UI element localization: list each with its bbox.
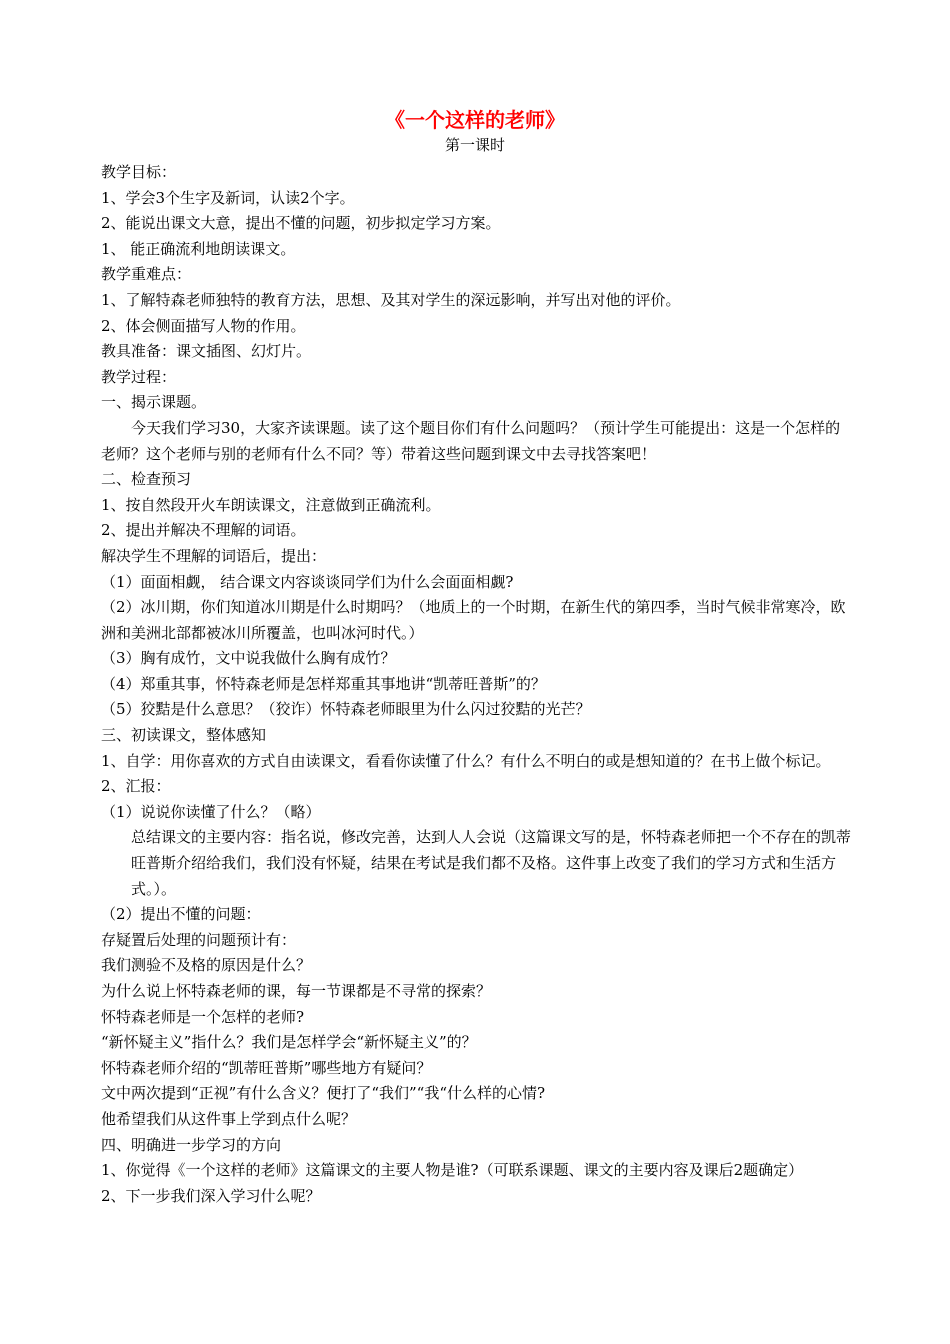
- vocab-item: （1）面面相觑， 结合课文内容谈谈同学们为什么会面面相觑?: [101, 572, 514, 591]
- vocab-item: （4）郑重其事，怀特森老师是怎样郑重其事地讲“凯蒂旺普斯”的？: [101, 674, 546, 693]
- vocab-item: （5）狡黠是什么意思？（狡诈）怀特森老师眼里为什么闪过狡黠的光芒？: [101, 700, 591, 719]
- question-item: 怀特森老师介绍的“凯蒂旺普斯”哪些地方有疑问？: [101, 1058, 432, 1077]
- paragraph: 今天我们学习30，大家齐读课题。读了这个题目你们有什么问题吗？（预计学生可能提出：这是一个怎样的老师？这个老师与别的老师有什么不同？等）带着这些问题到课文中去寻找答案吧！: [101, 418, 841, 463]
- question-item: 文中两次提到“正视”有什么含义？便打了“我们”“我“什么样的心情?: [101, 1084, 546, 1103]
- document-subtitle: 第一课时: [444, 136, 505, 154]
- document-body: [101, 160, 852, 1209]
- goal-item: 1、 能正确流利地朗读课文。: [101, 239, 296, 258]
- list-item: 1、你觉得《一个这样的老师》这篇课文的主要人物是谁?（可联系课题、课文的主要内容及课后2题确定）: [101, 1161, 804, 1180]
- list-item: 2、提出并解决不理解的词语。: [101, 521, 306, 540]
- goal-item: 2、能说出课文大意，提出不懂的问题，初步拟定学习方案。: [101, 214, 501, 233]
- paragraph: 总结课文的主要内容：指名说，修改完善，达到人人会说（这篇课文写的是，怀特森老师把一个不存在的凯蒂旺普斯介绍给我们，我们没有怀疑，结果在考试是我们都不及格。这件事上改变了我们的学习方式和生活方式。）。: [131, 828, 852, 898]
- question-item: 我们测验不及格的原因是什么？: [101, 956, 312, 975]
- list-item: 1、自学：用你喜欢的方式自由读课文，看看你读懂了什么？有什么不明白的或是想知道的？在书上做个标记。: [101, 751, 831, 770]
- step-heading: 二、检查预习: [101, 470, 192, 489]
- step-heading: 三、初读课文，整体感知: [101, 726, 267, 745]
- section-heading: 教学过程：: [101, 367, 177, 386]
- section-heading: 教学目标：: [101, 163, 177, 181]
- list-item: 1、按自然段开火车朗读课文，注意做到正确流利。: [101, 495, 441, 514]
- paragraph: 存疑置后处理的问题预计有：: [101, 930, 297, 949]
- question-item: 为什么说上怀特森老师的课，每一节课都是不寻常的探索？: [101, 982, 492, 1000]
- list-item: 2、汇报：: [101, 777, 171, 796]
- question-item: “新怀疑主义”指什么？我们是怎样学会“新怀疑主义”的？: [101, 1033, 477, 1052]
- step-heading: 一、揭示课题。: [101, 393, 207, 412]
- vocab-item: （2）冰川期，你们知道冰川期是什么时期吗？（地质上的一个时期，在新生代的第四季，当时气候非常寒冷，欧洲和美洲北部都被冰川所覆盖，也叫冰河时代。）: [101, 598, 846, 642]
- focus-item: 2、体会侧面描写人物的作用。: [101, 316, 306, 335]
- list-item: （2）提出不懂的问题：: [101, 905, 261, 924]
- goal-item: 1、学会3个生字及新词，认读2个字。: [101, 188, 355, 207]
- materials-line: 教具准备：课文插图、幻灯片。: [101, 342, 312, 361]
- vocab-item: （3）胸有成竹，文中说我做什么胸有成竹？: [101, 649, 396, 668]
- question-item: 怀特森老师是一个怎样的老师?: [101, 1007, 305, 1026]
- section-heading: 教学重难点：: [101, 265, 192, 284]
- question-item: 他希望我们从这件事上学到点什么呢？: [101, 1109, 357, 1128]
- paragraph: 解决学生不理解的词语后，提出：: [101, 546, 327, 565]
- document-title: 《一个这样的老师》: [385, 108, 565, 132]
- focus-item: 1、了解特森老师独特的教育方法，思想、及其对学生的深远影响，并写出对他的评价。: [101, 290, 681, 309]
- step-heading: 四、明确进一步学习的方向: [101, 1135, 282, 1154]
- list-item: 2、下一步我们深入学习什么呢？: [101, 1186, 321, 1205]
- list-item: （1）说说你读懂了什么？（略）: [101, 802, 321, 821]
